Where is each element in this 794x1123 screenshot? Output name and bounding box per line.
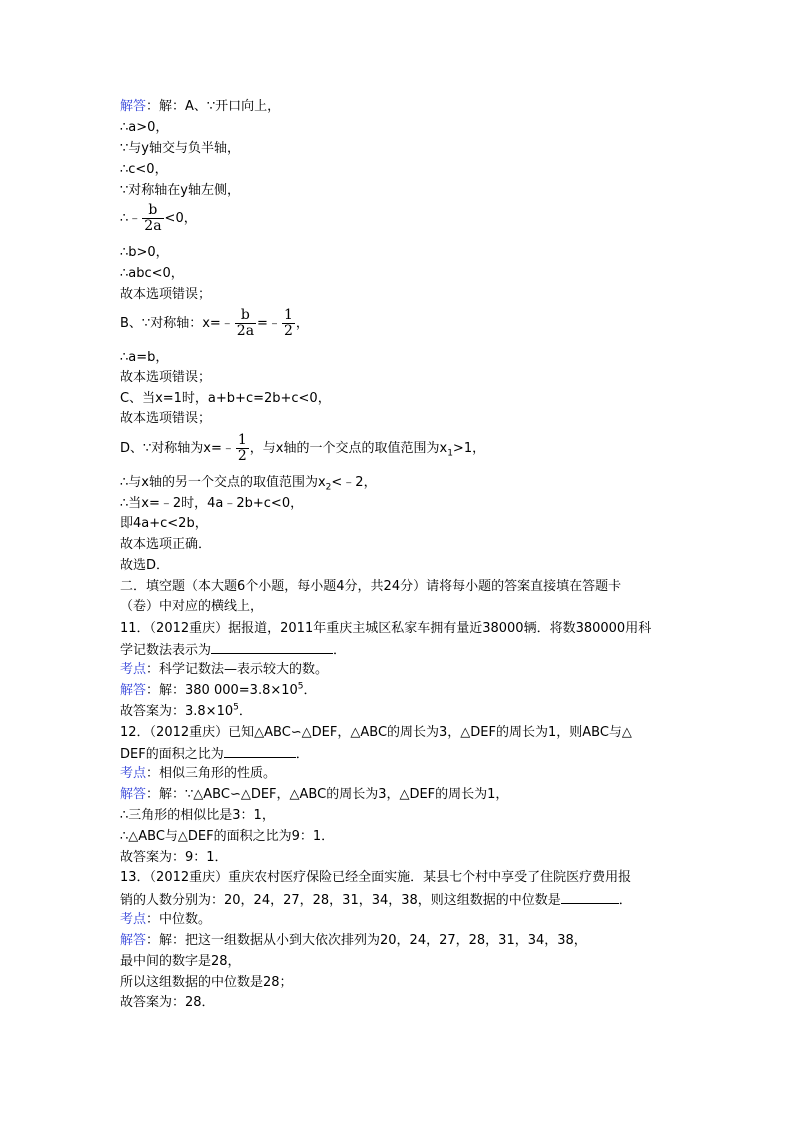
superscript: 5 xyxy=(297,681,304,692)
solution-text: ：解：A、∵开口向上， xyxy=(146,99,281,114)
solution-line: 故选D． xyxy=(120,558,170,573)
fraction-denominator: 2 xyxy=(283,323,293,339)
text-fragment: ． xyxy=(333,643,347,658)
text-fragment: D、∵对称轴为x=﹣ xyxy=(120,441,235,456)
solution-line: 故本选项正确． xyxy=(120,537,212,552)
answer-blank xyxy=(211,641,333,654)
solution-text: ：解：∵△ABC∽△DEF，△ABC的周长为3，△DEF的周长为1， xyxy=(146,787,509,802)
solution-heading xyxy=(120,99,280,115)
text-fragment: ． xyxy=(303,683,317,698)
solution-line: ∴当x=﹣2时，4a﹣2b+c<0， xyxy=(120,496,304,511)
section-heading-cont: （卷）中对应的横线上， xyxy=(120,599,264,614)
solution-line: ∵与y轴交与负半轴， xyxy=(120,141,240,156)
key-point-label: 考点 xyxy=(120,766,147,781)
solution-line xyxy=(120,475,377,491)
solution-label: 解答 xyxy=(120,683,147,698)
solution-heading xyxy=(120,683,317,699)
key-point-text: ：科学记数法—表示较大的数。 xyxy=(146,662,329,677)
question-11-text: 11．（2012重庆）据报道，2011年重庆主城区私家车拥有量近38000辆．将数380000用科 xyxy=(120,621,652,636)
text-fragment: B、∵对称轴：x=﹣ xyxy=(120,316,234,331)
question-11-text-cont xyxy=(120,641,346,659)
key-point xyxy=(120,766,276,782)
question-12-text-cont xyxy=(120,745,309,763)
subscript: 1 xyxy=(447,448,453,459)
solution-label: 解答 xyxy=(120,933,147,948)
solution-line: ∴b>0， xyxy=(120,245,169,260)
subscript: 2 xyxy=(325,482,332,493)
text-fragment: ∴与x轴的另一个交点的取值范围为x xyxy=(120,475,326,490)
solution-line-fraction xyxy=(120,308,309,339)
solution-line: 故本选项错误； xyxy=(120,287,212,302)
fraction-numerator: 1 xyxy=(283,307,293,323)
key-point-label: 考点 xyxy=(120,662,147,677)
text-fragment: <﹣2， xyxy=(331,475,377,490)
fraction-numerator: b xyxy=(142,203,163,219)
fraction-numerator: b xyxy=(235,308,256,324)
solution-line: C、当x=1时，a+b+c=2b+c<0， xyxy=(120,391,331,406)
text-fragment: ，与x轴的一个交点的取值范围为x xyxy=(249,441,448,456)
text-fragment: 销的人数分别为：20，24，27，28，31，34，38，则这组数据的中位数是 xyxy=(120,893,561,908)
text-fragment: 学记数法表示为 xyxy=(120,643,212,658)
key-point xyxy=(120,912,211,928)
solution-line-fraction xyxy=(120,203,197,234)
solution-line: 故本选项错误； xyxy=(120,411,212,426)
fraction xyxy=(236,433,249,464)
solution-line: ∴a=b， xyxy=(120,350,169,365)
solution-heading xyxy=(120,933,587,949)
key-point xyxy=(120,662,328,678)
answer-line: 故答案为：28． xyxy=(120,995,215,1010)
answer-line xyxy=(120,704,252,720)
text-fragment: ． xyxy=(618,893,632,908)
section-heading: 二．填空题（本大题6个小题，每小题4分，共24分）请将每小题的答案直接填在答题卡 xyxy=(120,579,622,594)
answer-line: 故答案为：9：1． xyxy=(120,850,228,865)
text-fragment: DEF的面积之比为 xyxy=(120,747,224,762)
text-fragment: ． xyxy=(295,747,309,762)
text-fragment: ． xyxy=(238,704,252,719)
solution-line: 所以这组数据的中位数是28； xyxy=(120,975,293,990)
fraction xyxy=(282,308,295,339)
fraction xyxy=(235,308,256,339)
solution-line: 最中间的数字是28， xyxy=(120,954,241,969)
fraction-numerator: 1 xyxy=(237,432,247,448)
solution-line: ∴abc<0， xyxy=(120,266,184,281)
solution-line: 即4a+c<2b， xyxy=(120,516,208,531)
text-fragment: =﹣ xyxy=(257,316,281,331)
fraction xyxy=(142,203,163,234)
solution-line: ∴三角形的相似比是3：1， xyxy=(120,808,275,823)
answer-blank xyxy=(224,745,296,758)
solution-line: ∴c<0， xyxy=(120,162,168,177)
key-point-text: ：相似三角形的性质。 xyxy=(146,766,277,781)
question-13-text: 13．（2012重庆）重庆农村医疗保险已经全面实施．某县七个村中享受了住院医疗费用报 xyxy=(120,870,632,885)
answer-blank xyxy=(561,891,619,904)
text-fragment: >1， xyxy=(452,441,486,456)
question-13-text-cont xyxy=(120,891,632,909)
solution-line: ∴a>0， xyxy=(120,120,169,135)
key-point-text: ：中位数。 xyxy=(146,912,212,927)
solution-line: ∴△ABC与△DEF的面积之比为9：1． xyxy=(120,829,335,844)
text-fragment: <0， xyxy=(164,211,197,226)
solution-text: ：解：380 000=3.8×10 xyxy=(146,683,298,698)
question-12-text: 12．（2012重庆）已知△ABC∽△DEF，△ABC的周长为3，△DEF的周长为1，则ABC与△ xyxy=(120,725,632,740)
key-point-label: 考点 xyxy=(120,912,147,927)
text-fragment: ， xyxy=(295,316,309,331)
fraction-denominator: 2a xyxy=(236,323,255,339)
solution-line: ∵对称轴在y轴左侧， xyxy=(120,183,240,198)
solution-heading xyxy=(120,787,508,803)
superscript: 5 xyxy=(233,702,239,713)
solution-label: 解答 xyxy=(120,787,147,802)
text-fragment: 故答案为：3.8×10 xyxy=(120,704,234,719)
solution-label: 解答 xyxy=(120,99,147,114)
fraction-denominator: 2a xyxy=(144,218,162,234)
fraction-denominator: 2 xyxy=(237,448,247,464)
solution-line: 故本选项错误； xyxy=(120,370,212,385)
solution-line-fraction xyxy=(120,433,485,464)
text-fragment: ∴﹣ xyxy=(120,211,142,226)
solution-text: ：解：把这一组数据从小到大依次排列为20，24，27，28，31，34，38， xyxy=(146,933,587,948)
